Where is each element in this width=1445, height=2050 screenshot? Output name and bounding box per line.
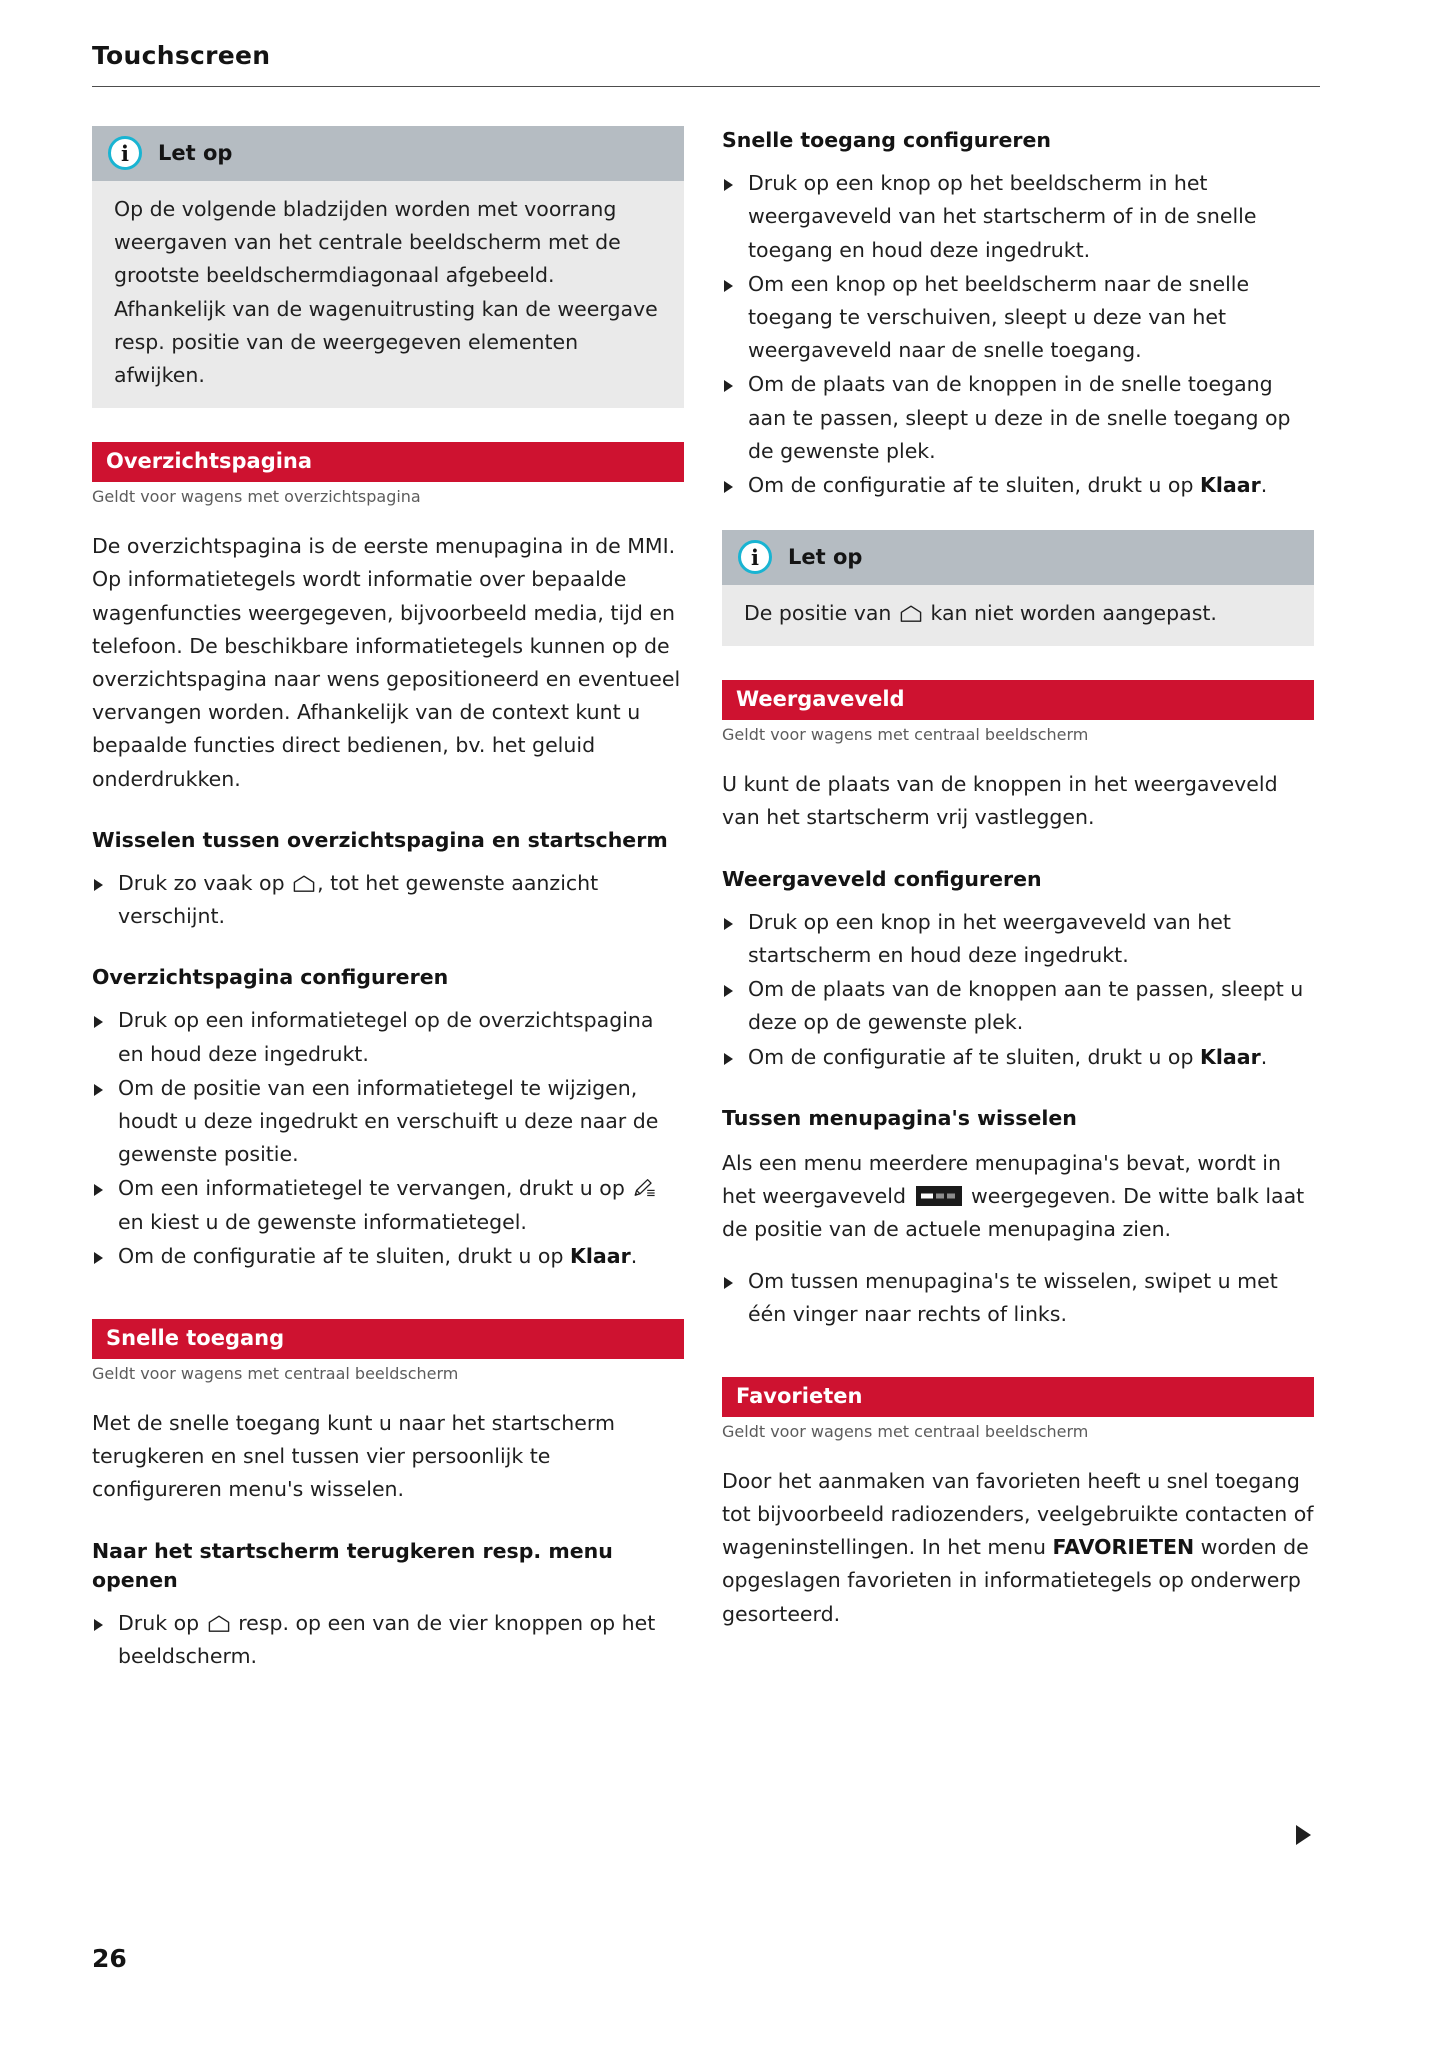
button-label-klaar: Klaar <box>1199 472 1261 497</box>
section-header-snelle-toegang: Snelle toegang <box>92 1319 684 1359</box>
paragraph-part: worden de opgeslagen favorieten in informatietegels op onderwerp gesorteerd. <box>722 1535 1309 1626</box>
bullet-text-part: Om een informatietegel te vervangen, drukt u op <box>118 1176 632 1201</box>
list-item <box>722 469 1314 502</box>
list-item <box>92 867 684 933</box>
subheading-snelle-toegang-configureren: Snelle toegang configureren <box>722 128 1051 152</box>
paragraph: Met de snelle toegang kunt u naar het startscherm terugkeren en snel tussen vier persoonlijk te configureren menu's wisselen. <box>92 1410 615 1502</box>
page-title: Touchscreen <box>92 41 271 70</box>
section-header-overzichtspagina: Overzichtspagina <box>92 442 684 482</box>
section-subtitle-weergaveveld: Geldt voor wagens met centraal beeldscherm <box>722 725 1089 745</box>
section-snelle-toegang-configureren <box>722 126 1314 502</box>
section-header-weergaveveld: Weergaveveld <box>722 680 1314 720</box>
bullet-text-part: resp. op een van de vier knoppen op het beeldscherm. <box>118 1610 656 1668</box>
list-item <box>92 1240 684 1273</box>
bullet-text-part: . <box>1260 1044 1268 1069</box>
bullet-text-part: Om de configuratie af te sluiten, drukt u op <box>748 1044 1200 1069</box>
note-body <box>722 585 1314 646</box>
left-column <box>92 126 684 1674</box>
list-item: Om een knop op het beeldscherm naar de snelle toegang te verschuiven, sleept u deze van het weergaveveld naar de snelle toegang. <box>722 268 1314 368</box>
bullet-text-part: . <box>630 1243 638 1268</box>
bullet-text-part: . <box>1260 472 1268 497</box>
header-divider <box>92 86 1320 87</box>
home-icon <box>900 605 922 622</box>
button-label-klaar: Klaar <box>1199 1044 1261 1069</box>
list-item: Om de plaats van de knoppen aan te passen, sleept u deze op de gewenste plek. <box>722 973 1314 1039</box>
bullet-text-part: , tot het gewenste aanzicht verschijnt. <box>118 870 599 929</box>
note-header <box>722 530 1314 585</box>
menu-pages-indicator-icon <box>916 1186 962 1206</box>
note-box-home-position <box>722 530 1314 646</box>
bullet-list-snelle-toegang-config <box>722 167 1314 502</box>
bullet-text-part: Om de configuratie af te sluiten, drukt u op <box>748 472 1200 497</box>
section-subtitle-favorieten: Geldt voor wagens met centraal beeldscherm <box>722 1422 1089 1442</box>
paragraph <box>722 1147 1314 1247</box>
bullet-text-part: Om de configuratie af te sluiten, drukt u op <box>118 1243 570 1268</box>
note-text: Op de volgende bladzijden worden met voorrang weergaven van het centrale beeldscherm met de grootste beeldschermdiagonaal afgebeeld. Afhankelijk van de wagenuitrusting kan de weergave resp. positie van de weergegeven elementen afwijken. <box>114 197 658 388</box>
subheading-startscherm-terugkeren: Naar het startscherm terugkeren resp. menu openen <box>92 1538 613 1592</box>
note-text <box>744 597 1292 630</box>
paragraph: De overzichtspagina is de eerste menupagina in de MMI. Op informatietegels wordt informatie over bepaalde wagenfuncties weergegeven, bijvoorbeeld media, tijd en telefoon. De beschikbare informatietegels kunnen op de overzichtspagina naar wens gepositioneerd en eventueel vervangen worden. Afhankelijk van de context kunt u bepaalde functies direct bedienen, bv. het geluid onderdrukken. <box>92 534 681 791</box>
bullet-list-configureren <box>92 1004 684 1273</box>
paragraph-part: Als een menu meerdere menupagina's bevat, wordt in het weergaveveld <box>722 1150 1281 1209</box>
right-column <box>722 126 1314 1631</box>
note-box-intro <box>92 126 684 408</box>
note-text-part: De positie van <box>744 601 898 626</box>
page-number: 26 <box>92 1944 127 1973</box>
section-header-favorieten: Favorieten <box>722 1377 1314 1417</box>
bullet-list-wisselen <box>92 867 684 933</box>
paragraph <box>722 1465 1314 1631</box>
section-favorieten <box>722 1377 1314 1631</box>
section-overzichtspagina <box>92 442 684 1273</box>
bullet-list-startscherm <box>92 1607 684 1673</box>
menu-label-favorieten: FAVORIETEN <box>1052 1535 1195 1560</box>
subheading-wisselen: Wisselen tussen overzichtspagina en startscherm <box>92 827 668 852</box>
info-icon: i <box>108 136 142 170</box>
bullet-text-part: Druk zo vaak op <box>118 870 292 895</box>
list-item: Druk op een knop op het beeldscherm in het weergaveveld van het startscherm of in de snelle toegang en houd deze ingedrukt. <box>722 167 1314 267</box>
section-subtitle-overzichtspagina: Geldt voor wagens met overzichtspagina <box>92 487 421 507</box>
list-item <box>92 1172 684 1238</box>
bullet-list-swipe <box>722 1265 1314 1331</box>
subheading-menupaginas-wisselen: Tussen menupagina's wisselen <box>722 1105 1077 1130</box>
bullet-text-part: Druk op <box>118 1610 206 1635</box>
button-label-klaar: Klaar <box>569 1243 631 1268</box>
paragraph: U kunt de plaats van de knoppen in het weergaveveld van het startscherm vrij vastleggen. <box>722 772 1278 830</box>
list-item <box>92 1607 684 1673</box>
pencil-edit-icon <box>633 1178 657 1197</box>
subheading-configureren: Overzichtspagina configureren <box>92 965 449 990</box>
list-item: Om de plaats van de knoppen in de snelle toegang aan te passen, sleept u deze in de snelle toegang op de gewenste plek. <box>722 368 1314 468</box>
running-head <box>92 42 1320 87</box>
note-header <box>92 126 684 181</box>
note-body <box>92 181 684 408</box>
home-icon <box>293 875 315 892</box>
paragraph-part: Door het aanmaken van favorieten heeft u snel toegang tot bijvoorbeeld radiozenders, veelgebruikte contacten of wageninstellingen. In het menu <box>722 1468 1314 1560</box>
list-item: Druk op een knop in het weergaveveld van het startscherm en houd deze ingedrukt. <box>722 906 1314 972</box>
section-subtitle-snelle-toegang: Geldt voor wagens met centraal beeldscherm <box>92 1364 459 1384</box>
note-title: Let op <box>158 141 233 165</box>
list-item: Om tussen menupagina's te wisselen, swipet u met één vinger naar rechts of links. <box>722 1265 1314 1331</box>
list-item <box>722 1041 1314 1074</box>
list-item: Druk op een informatietegel op de overzichtspagina en houd deze ingedrukt. <box>92 1004 684 1070</box>
note-text-part: kan niet worden aangepast. <box>923 601 1217 626</box>
home-icon <box>208 1615 230 1632</box>
bullet-text-part: en kiest u de gewenste informatietegel. <box>118 1209 527 1234</box>
bullet-list-weergaveveld-config <box>722 906 1314 1074</box>
note-title: Let op <box>788 545 863 570</box>
info-icon: i <box>738 540 772 574</box>
section-snelle-toegang <box>92 1319 684 1673</box>
continuation-arrow-icon <box>1296 1825 1311 1845</box>
subheading-weergaveveld-configureren: Weergaveveld configureren <box>722 866 1042 891</box>
section-weergaveveld <box>722 680 1314 1331</box>
list-item: Om de positie van een informatietegel te wijzigen, houdt u deze ingedrukt en verschuift u deze naar de gewenste positie. <box>92 1072 684 1172</box>
paragraph-part: weergegeven. De witte balk laat de positie van de actuele menupagina zien. <box>722 1184 1305 1242</box>
